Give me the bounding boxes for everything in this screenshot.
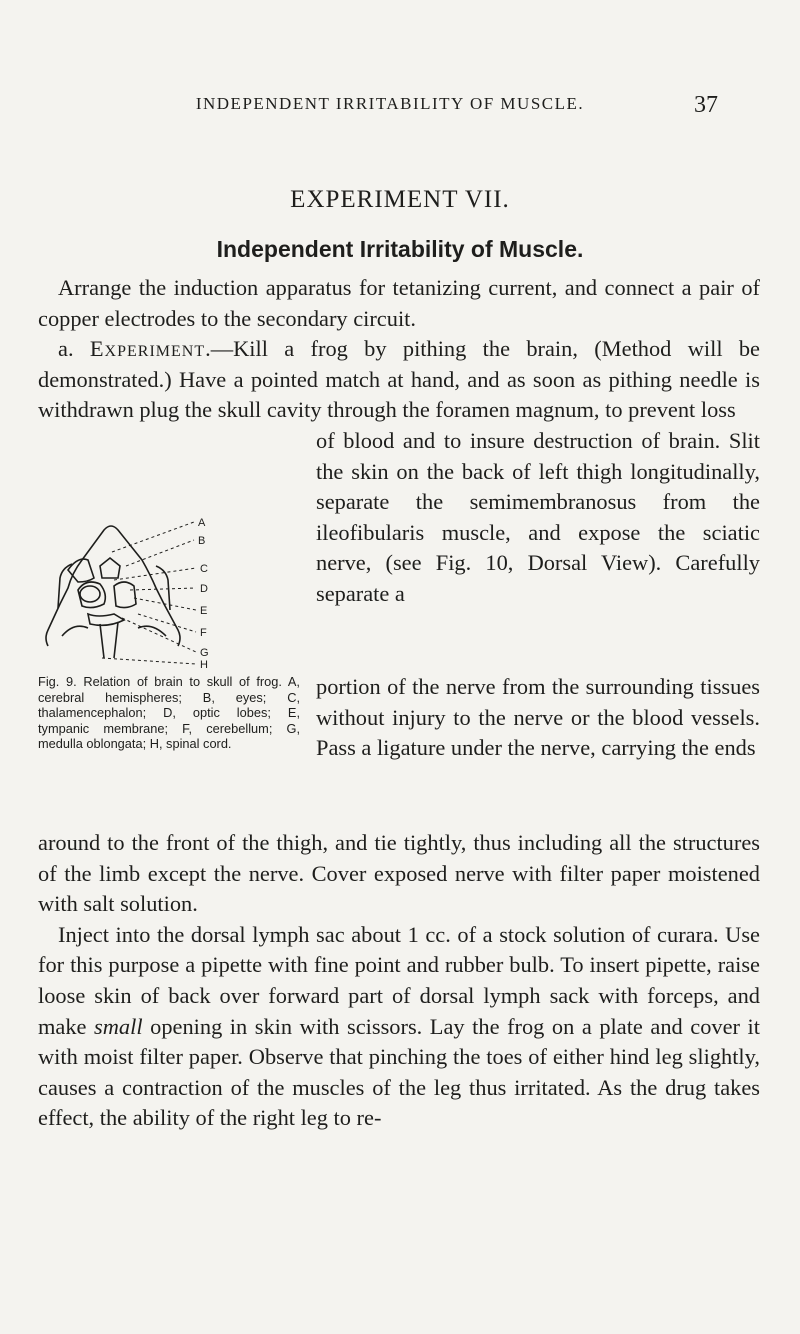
experiment-subtitle: Independent Irritability of Muscle.	[216, 236, 584, 262]
running-head	[0, 92, 800, 122]
figure-label-f: F	[200, 627, 207, 639]
figure-label-g: G	[200, 647, 209, 659]
figure-9	[38, 518, 300, 828]
curara-paragraph	[38, 920, 760, 1134]
frog-skull-diagram	[38, 518, 300, 668]
intro-paragraph: Arrange the induction apparatus for tetanizing current, and connect a pair of copper electrodes to the secondary circuit.	[38, 275, 760, 331]
paragraph-rest	[38, 828, 760, 1134]
figure-label-a: A	[198, 518, 206, 529]
wrap-text-1: of blood and to insure destruction of brain. Slit the skin on the back of left thigh longitudinally, separate the semimembranosus from the ileofibularis muscle, and expose the sciatic nerve, (see Fig. 10, Dorsal View). Carefully separate a	[316, 428, 760, 606]
figure-label-h: H	[200, 659, 208, 668]
a-text-1: .—Kill a frog by pithing the brain, (Method will be demonstrated.) Have a pointed match at hand, and as soon as pithing needle is withdrawn plug the skull cavity through the foramen magnum, to prevent loss	[38, 336, 760, 423]
figure-label-c: C	[200, 563, 208, 575]
figure-caption: Fig. 9. Relation of brain to skull of frog. A, cerebral hemispheres; B, eyes; C, thalamencephalon; D, optic lobes; E, tympanic membrane; F, cerebellum; G, medulla oblongata; H, spinal cord.	[38, 674, 300, 752]
p2-before: Inject into the dorsal lymph sac about 1 cc. of a stock solution of curara. Use for this purpose a pipette with fine point and rubber bulb. To insert pipette, raise loose skin of back over forward part of dorsal lymph sack with forceps, and make	[38, 921, 760, 1039]
a-label: a.	[58, 336, 90, 362]
p2-italic: small	[94, 1013, 143, 1039]
paragraph-intro-and-a	[38, 273, 760, 426]
figure-label-b: B	[198, 535, 206, 547]
running-title: INDEPENDENT IRRITABILITY OF MUSCLE.	[195, 94, 585, 113]
wrap-text-2: portion of the nerve from the surrounding tissues without injury to the nerve or the blood vessels. Pass a ligature under the nerve, carrying the ends	[316, 674, 760, 761]
figure-label-e: E	[200, 605, 208, 617]
p2-after: opening in skin with scissors. Lay the frog on a plate and cover it with moist filter paper. Observe that pinching the toes of either hind leg slightly, causes a contraction of the muscles of the leg thus irritated. As the drug takes effect, the ability of the right leg to re-	[38, 1013, 760, 1131]
experiment-a-paragraph	[38, 334, 760, 426]
page-number: 37	[694, 92, 718, 118]
a-smallcaps: Experiment	[89, 336, 206, 362]
figure-label-d: D	[200, 583, 208, 595]
experiment-title: EXPERIMENT VII.	[290, 186, 510, 213]
a-text-2: around to the front of the thigh, and tie tightly, thus including all the structures of the limb except the nerve. Cover exposed nerve with filter paper moistened with salt solution.	[38, 830, 760, 917]
